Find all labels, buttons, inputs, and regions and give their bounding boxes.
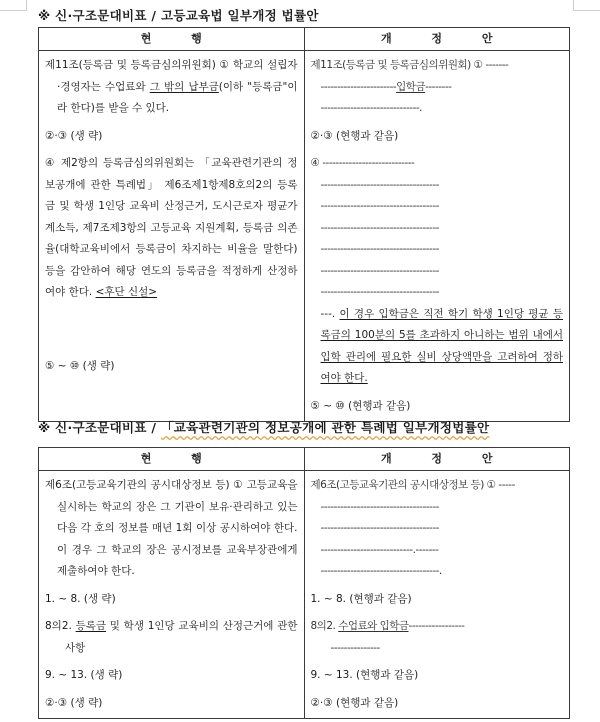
page-corner-mark-left	[0, 0, 27, 11]
column-header-current: 현 행	[39, 448, 305, 471]
current-items-1-8: 1. ~ 8. (생 략)	[45, 592, 116, 605]
proposed-article-6-para-1: 제6조(고등교육기관의 공시대상정보 등) ① ----- ------------------------------------ ------------------------------------ ----------------------------.------- ------------------------------------.	[310, 479, 515, 577]
current-article-6-para-1: 제6조(고등교육기관의 공시대상정보 등) ① 고등교육을 실시하는 학교의 장은 그 기관이 보유·관리하고 있는 다음 각 호의 정보를 매년 1회 이상 공시하여야 한다. 이 경우 그 학교의 장은 공시정보를 교육부장관에게 제출하여야 한다.	[45, 479, 298, 577]
underlined-new-clause: <후단 신설>	[95, 286, 158, 298]
section-title-main: 고등교육법 일부개정 법률안	[160, 8, 319, 23]
current-law-cell	[39, 51, 305, 422]
page-corner-mark-right	[573, 0, 600, 11]
section-title-info-disclosure-act	[38, 418, 489, 436]
current-law-cell	[39, 471, 305, 719]
underlined-admission-fee: 입학금	[396, 80, 426, 93]
section-title-higher-education-act	[38, 6, 319, 24]
underlined-other-fees: 그 밖의 납부금	[149, 80, 219, 93]
section-title-prefix: ※ 신·구조문대비표 /	[38, 420, 161, 435]
proposed-items-1-8: 1. ~ 8. (현행과 같음)	[310, 592, 412, 605]
proposed-para-5-10: ⑤ ~ ⑩ (현행과 같음)	[310, 399, 411, 412]
column-header-proposed: 개 정 안	[304, 448, 570, 471]
comparison-table-higher-education-act	[38, 27, 570, 422]
current-items-9-13: 9. ~ 13. (생 략)	[45, 669, 123, 681]
spacer	[45, 310, 298, 356]
underlined-tuition-and-admission-fee: 수업료와 입학금	[338, 620, 409, 632]
proposed-para-4: ④ ---------------------------- ------------------------------------ ------------------------------------ ------------------------------------ ------------------------------------ ------------------------------------ ------------------------------------ ---. 이 경우 입학금은 직전 학기 학생 1인당 평균 등록금의 100분의 5를 초과하지 아니하는 범위 내에서 입학 관리에 필요한 실비 상당액만을 고려하여 정하여야 한다.	[310, 157, 563, 384]
current-article-11-para-1: 제11조(등록금 및 등록금심의위원회) ① 학교의 설립자·경영자는 수업료와 그 밖의 납부금(이하 "등록금"이라 한다)를 받을 수 있다.	[45, 59, 298, 114]
section-title-prefix: ※ 신·구조문대비표 /	[38, 8, 161, 23]
proposed-items-9-13: 9. ~ 13. (현행과 같음)	[310, 669, 419, 681]
underlined-new-admission-fee-clause: 이 경우 입학금은 직전 학기 학생 1인당 평균 등록금의 100분의 5를 초과하지 아니하는 범위 내에서 입학 관리에 필요한 실비 상당액만을 고려하여 정하여야 한다.	[320, 307, 563, 384]
current-para-2-3: ②·③ (생 략)	[45, 696, 103, 709]
proposed-article-11-para-1: 제11조(등록금 및 등록금심의위원회) ① ------- -----------------------입학금-------- ------------------------------.	[310, 59, 509, 114]
section-title-main: 「교육관련기관의 정보공개에 관한 특례법 일부개정법률안	[160, 420, 490, 435]
column-header-proposed: 개 정 안	[304, 28, 570, 51]
proposed-para-2-3: ②·③ (현행과 같음)	[310, 696, 399, 709]
proposed-para-2-3: ②·③ (현행과 같음)	[310, 129, 399, 142]
comparison-table-info-disclosure-act	[38, 447, 570, 719]
column-header-current: 현 행	[39, 28, 305, 51]
proposed-law-cell	[304, 471, 570, 719]
underlined-tuition: 등록금	[75, 620, 107, 632]
proposed-law-cell	[304, 51, 570, 422]
current-para-5-10: ⑤ ~ ⑩ (생 략)	[45, 359, 115, 372]
current-para-4: ④ 제2항의 등록금심의위원회는 「교육관련기관의 정보공개에 관한 특례법」 제6조제1항제8호의2의 등록금 및 학생 1인당 교육비 산정근거, 도시근로자 평균가계소득, 제7조제3항의 고등교육 지원계획, 등록금 의존율(대학교육비에서 등록금이 차지하는 비율을 말한다) 등을 감안하여 해당 연도의 등록금을 적정하게 산정하여야 한다. <후단 신설>	[45, 157, 298, 298]
current-para-2-3: ②·③ (생 략)	[45, 129, 103, 142]
proposed-item-8-2: 8의2. 수업료와 입학금----------------- ---------------	[310, 620, 465, 654]
current-item-8-2: 8의2. 등록금 및 학생 1인당 교육비의 산정근거에 관한 사항	[45, 620, 298, 654]
